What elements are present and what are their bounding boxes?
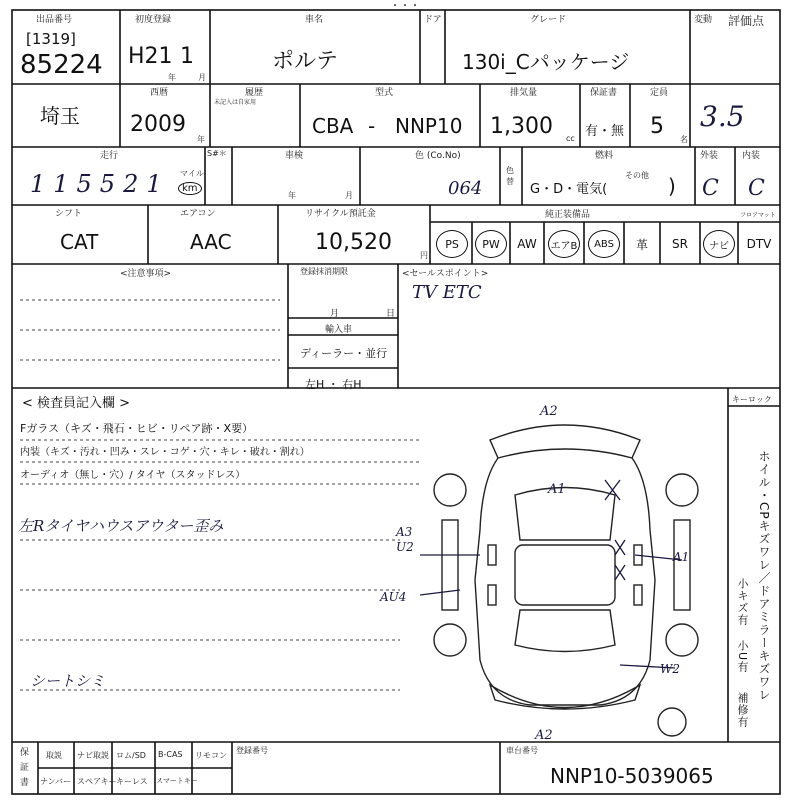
bottom-spare-key: スペアキー (77, 777, 117, 786)
mark-right-a1: A1 (673, 550, 690, 564)
history-note: 未記入は自家用 (214, 99, 257, 106)
equipment-dtv: DTV (746, 237, 772, 251)
color-no: 064 (448, 178, 483, 199)
displacement-label: 排気量 (510, 88, 538, 98)
sales-point: TV ETC (412, 282, 482, 303)
bottom-manual: 取説 (46, 751, 62, 760)
year-unit: 年 (197, 135, 205, 144)
score: 3.5 (700, 100, 745, 133)
deadline-day: 日 (386, 309, 396, 319)
reg-no-label: 登録番号 (236, 746, 268, 755)
inspector-label: < 検査員記入欄 > (22, 396, 131, 411)
vertical-note-small-dent: 小U有 (736, 640, 749, 674)
mileage: 115521 (30, 170, 170, 198)
exterior: C (702, 176, 719, 201)
vertical-note-small-scratch: 小キズ有 (736, 578, 749, 626)
model-dash: - (368, 114, 376, 138)
import-car-label: 輸入車 (325, 325, 353, 335)
mark-rear-w2: W2 (660, 662, 680, 676)
lot-no: 85224 (20, 50, 103, 80)
first-reg-month: 1 (180, 44, 194, 69)
first-reg-year-unit: 年 (168, 73, 176, 82)
mileage-label: 走行 (100, 151, 119, 161)
warranty: 有・無 (585, 124, 625, 139)
yen-unit: 円 (420, 251, 428, 260)
mark-left-u2: U2 (396, 540, 414, 554)
deadline-month: 月 (330, 309, 340, 319)
notes-label: <注意事項> (120, 269, 172, 279)
model-prefix: CBA (312, 114, 354, 138)
equipment-airbag: エアB (544, 226, 584, 262)
mark-front-a2: A2 (540, 404, 558, 419)
doors-label: ドア (424, 15, 442, 25)
key-lock-label: キーロック (732, 395, 772, 404)
capacity: 5 (650, 114, 664, 139)
shaken-label: 車検 (285, 151, 304, 161)
bottom-remote: リモコン (195, 751, 227, 760)
reg-deadline-label: 登録抹消期限 (300, 267, 348, 276)
cc-unit: cc (566, 134, 575, 143)
shaken-month-unit: 月 (345, 191, 353, 200)
interior: C (748, 176, 765, 201)
mark-roof-a1: A1 (548, 482, 566, 497)
chassis-label: 車台番号 (506, 746, 538, 755)
warranty-label: 保証書 (590, 88, 618, 98)
mileage-unit: km (178, 182, 202, 195)
year: 2009 (130, 112, 186, 137)
inspector-line-glass: Fガラス（キズ・飛石・ヒビ・リペア跡・X要） (20, 422, 254, 435)
first-reg-label: 初度登録 (135, 15, 172, 25)
top-mark: ・・・ (390, 1, 420, 12)
interior-label: 内装 (742, 151, 761, 161)
fuel-other: その他 (625, 171, 649, 180)
capacity-label: 定員 (650, 88, 669, 98)
car-name-label: 車名 (305, 15, 324, 25)
change-label: 変動 (694, 15, 713, 25)
recycle: 10,520 (315, 230, 392, 255)
aircon: AAC (190, 230, 232, 254)
equipment-sr: SR (672, 237, 688, 251)
floor-mat-label: フロアマット (740, 212, 776, 219)
inspector-note-2: シートシミ (30, 672, 106, 690)
displacement: 1,300 (490, 114, 553, 139)
s-no-label: S#＊ (207, 149, 227, 158)
warranty-col-3: 書 (20, 778, 30, 788)
fuel-close: ) (668, 174, 676, 198)
equipment-label: 純正装備品 (545, 210, 591, 220)
lot-no-label: 出品番号 (36, 15, 73, 25)
bottom-smart-key: スマートキー (156, 777, 198, 785)
warranty-col-2: 証 (20, 763, 30, 773)
bottom-bcas: B-CAS (158, 750, 183, 759)
model-label: 型式 (375, 88, 394, 98)
bottom-rom-sd: ロム/SD (116, 751, 146, 760)
mile-label: マイル (180, 169, 204, 178)
fuel-label: 燃料 (595, 151, 614, 161)
equipment-navi: ナビ (700, 226, 738, 262)
mark-left-a3: A3 (396, 525, 413, 539)
equipment-leather: 革 (635, 237, 648, 252)
color-change-label: 色替 (506, 166, 514, 186)
year-label: 西暦 (150, 88, 169, 98)
score-label: 評価点 (728, 14, 765, 28)
color-label: 色 (Co.No) (415, 151, 461, 161)
grade: 130i_Cパッケージ (462, 50, 630, 74)
bottom-number: ナンバー (40, 777, 72, 786)
chassis-number: NNP10-5039065 (550, 764, 714, 788)
lot-bracket: [1319] (26, 30, 76, 48)
vertical-note-repair: 補修有 (736, 692, 749, 728)
equipment-pw: PW (472, 226, 510, 262)
inspector-line-interior: 内装（キズ・汚れ・凹み・スレ・コゲ・穴・キレ・破れ・割れ） (20, 447, 310, 458)
car-name: ポルテ (272, 49, 339, 74)
car-damage-diagram (420, 400, 710, 740)
exterior-label: 外装 (700, 151, 719, 161)
recycle-label: リサイクル預託金 (305, 209, 376, 219)
equipment-aw: AW (517, 237, 537, 251)
inspector-note-1: 左Rタイヤハウスアウター歪み (18, 517, 224, 535)
aircon-label: エアコン (180, 209, 216, 219)
steering: 左H ・ 右H (305, 378, 362, 391)
warranty-col-1: 保 (20, 748, 30, 758)
equipment-abs: ABS (584, 226, 624, 262)
fuel: G・D・電気( (530, 182, 608, 197)
bottom-keyless: キーレス (116, 777, 148, 786)
capacity-unit: 名 (680, 135, 688, 144)
first-reg-month-unit: 月 (198, 73, 206, 82)
grade-label: グレード (530, 15, 567, 25)
bottom-navi-manual: ナビ取説 (77, 751, 109, 760)
shift-label: シフト (55, 209, 83, 219)
mark-left-au4: AU4 (380, 590, 407, 604)
import-dealer: ディーラー・並行 (300, 347, 388, 360)
inspector-line-audio: オーディオ（無し・穴）/ タイヤ（スタッドレス） (20, 470, 246, 481)
mark-rear-a2: A2 (535, 728, 553, 743)
first-reg-era: H21 (128, 44, 173, 69)
sales-point-label: <セールスポイント> (402, 269, 489, 279)
model: NNP10 (395, 114, 463, 138)
vertical-note-main: ホイル・CPキズワレ／ドアミラーキズワレ (757, 450, 771, 702)
history-label: 履歴 (245, 88, 264, 98)
region: 埼玉 (40, 104, 80, 128)
equipment-ps: PS (433, 226, 471, 262)
shift: CAT (60, 230, 99, 254)
shaken-year-unit: 年 (288, 191, 296, 200)
